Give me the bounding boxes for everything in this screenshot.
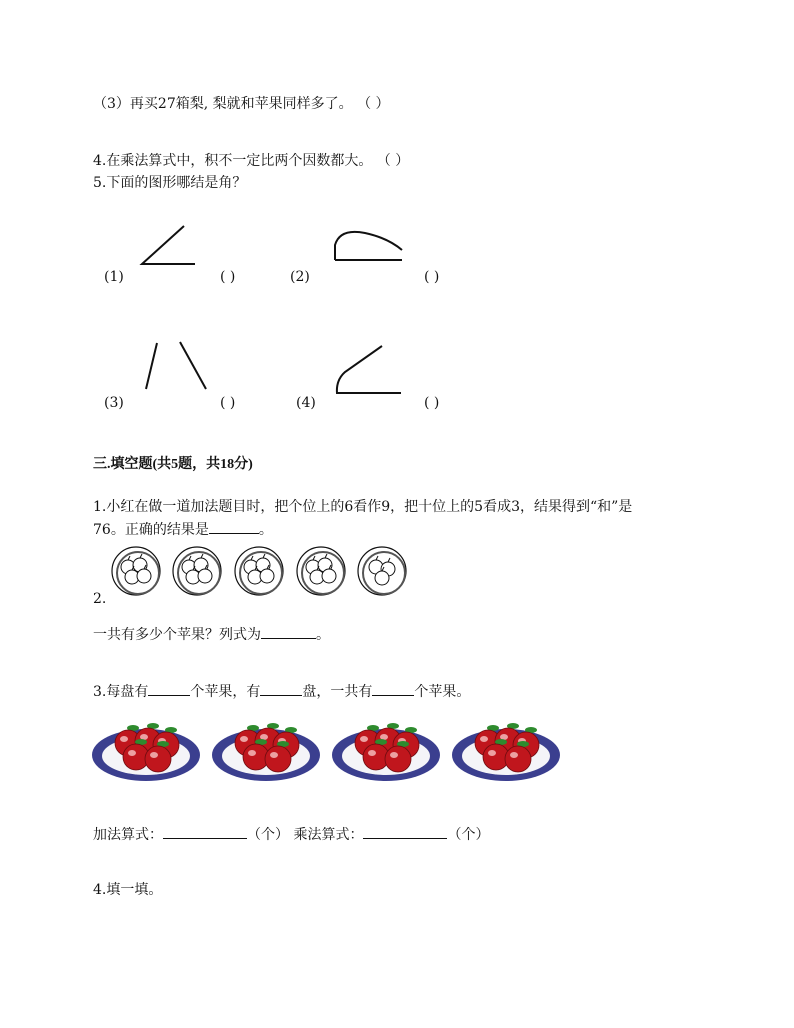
figure-2-label: (2) <box>290 269 310 285</box>
figure-1-paren: ( ) <box>220 269 236 285</box>
red-apple <box>385 746 411 772</box>
apple-plate <box>92 723 200 781</box>
unit-label: （个） <box>247 827 289 843</box>
fill-q2-text: 一共有多少个苹果？列式为 <box>93 627 261 643</box>
fill-q2-number: 2. <box>93 591 107 607</box>
apple-plate <box>332 723 440 781</box>
multiplication-label: 乘法算式： <box>293 827 364 843</box>
red-apple <box>145 746 171 772</box>
figure-2-paren: ( ) <box>424 269 440 285</box>
section-title: 三.填空题(共5题，共18分) <box>93 457 253 472</box>
fill-q3-part-b: 个苹果，有 <box>190 684 261 700</box>
figure-3-label: (3) <box>104 395 124 411</box>
figure-1-label: (1) <box>104 269 124 285</box>
fill-q3-formulas <box>93 824 489 844</box>
figure-4-paren: ( ) <box>424 395 440 411</box>
judge-q4-text: 4.在乘法算式中，积不一定比两个因数都大。 （ ） <box>93 153 410 169</box>
fill-q1-text: 76。正确的结果是 <box>93 522 209 538</box>
apple-plate <box>212 723 320 781</box>
fill-q2-end: 。 <box>316 627 330 643</box>
fill-q3-part-d: 个苹果。 <box>414 684 471 700</box>
unit-label: （个） <box>447 827 490 843</box>
fill-q4-text: 4.填一填。 <box>93 882 163 898</box>
judge-q5-text: 5.下面的图形哪结是角？ <box>93 175 247 191</box>
figure-3-paren: ( ) <box>220 395 236 411</box>
fill-q3-part-a: 3.每盘有 <box>93 684 149 700</box>
answer-blank[interactable] <box>363 824 447 839</box>
red-apple <box>265 746 291 772</box>
addition-label: 加法算式： <box>93 827 163 843</box>
apple-plate <box>452 723 560 781</box>
fill-q1-line1: 1.小红在做一道加法题目时，把个位上的6看作9，把十位上的5看成3，结果得到“和”是 <box>93 499 633 515</box>
figure-4-label: (4) <box>296 395 316 411</box>
answer-blank[interactable] <box>163 824 247 839</box>
judge-q3-text: （3）再买27箱梨, 梨就和苹果同样多了。 （ ） <box>93 96 390 112</box>
fill-q3-part-c: 盘，一共有 <box>302 684 373 700</box>
fill-q1-end: 。 <box>258 522 273 538</box>
red-apple <box>505 746 531 772</box>
